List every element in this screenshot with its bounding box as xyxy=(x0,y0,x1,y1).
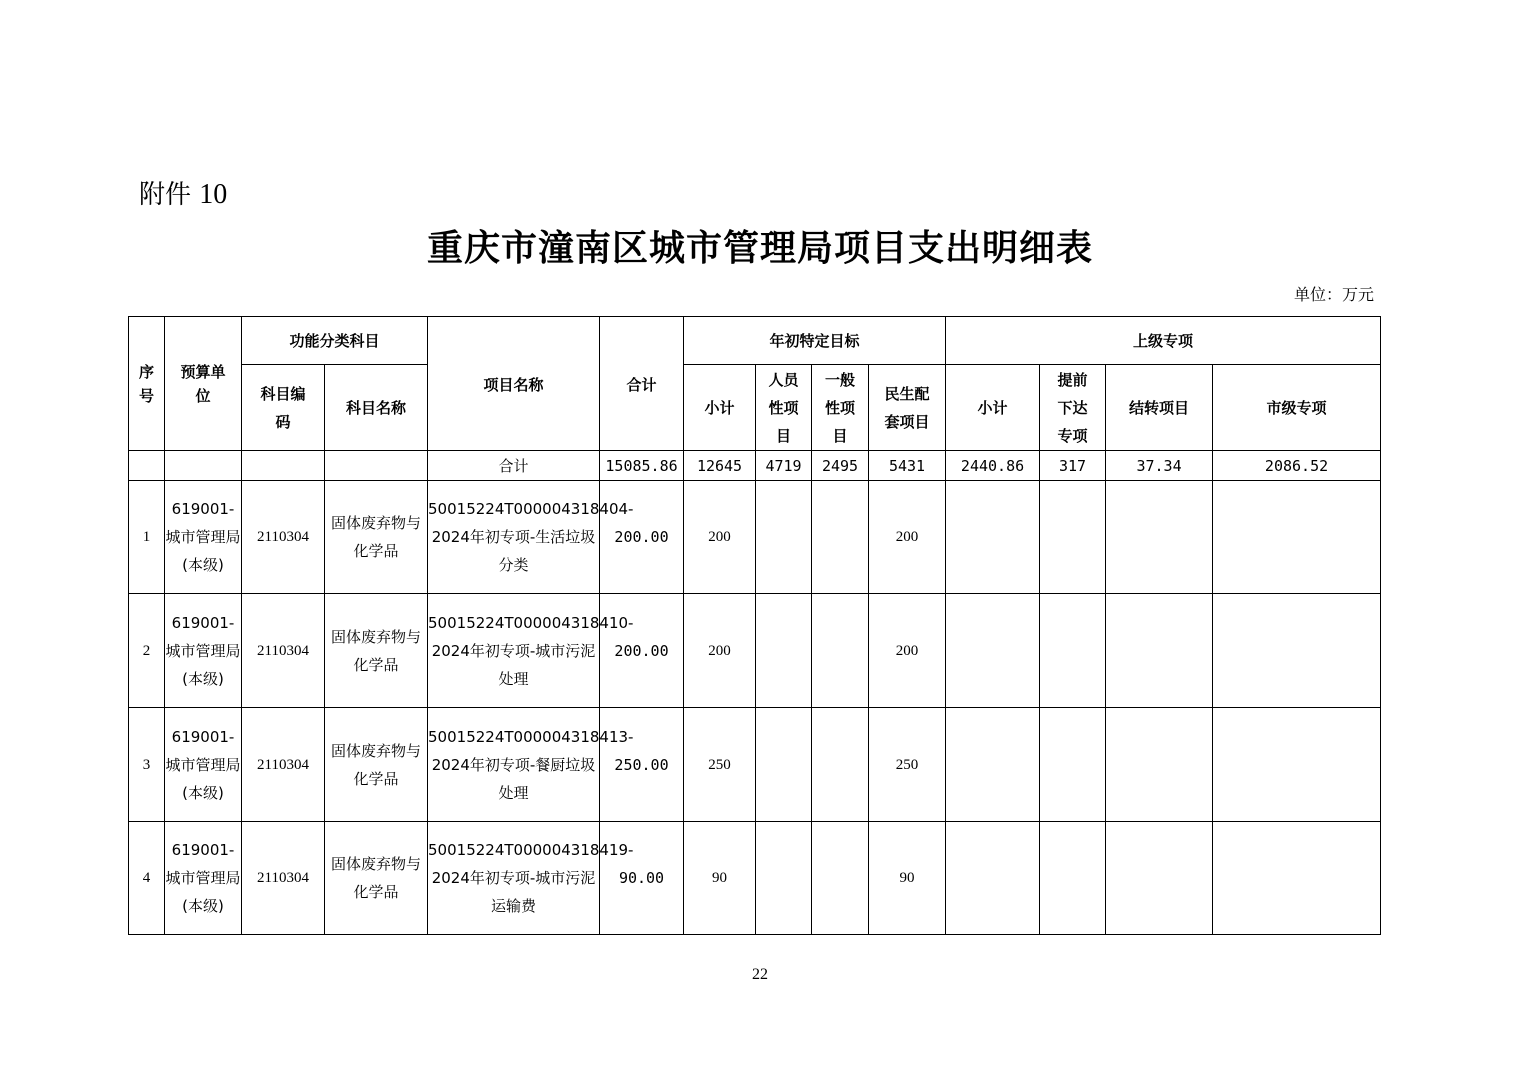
header-annual-target: 年初特定目标 xyxy=(684,317,946,365)
row-sp-municipal xyxy=(1213,481,1381,594)
totals-label: 合计 xyxy=(428,451,600,481)
totals-sp-carryover: 37.34 xyxy=(1106,451,1213,481)
row-sp-advance xyxy=(1040,708,1106,822)
header-seq-text: 序号 xyxy=(138,362,154,405)
row-sp-subtotal xyxy=(946,594,1040,708)
row-project-name: 50015224T000004318410-2024年初专项-城市污泥处理 xyxy=(428,594,600,708)
header-func-class: 功能分类科目 xyxy=(242,317,428,365)
row-subject-code: 2110304 xyxy=(242,822,325,935)
attachment-label-text: 附件 xyxy=(139,180,192,210)
header-superior: 上级专项 xyxy=(946,317,1381,365)
row-seq: 4 xyxy=(129,822,165,935)
expenditure-table xyxy=(128,316,1381,935)
row-total: 250.00 xyxy=(600,708,684,822)
row-seq: 2 xyxy=(129,594,165,708)
row-sp-municipal xyxy=(1213,594,1381,708)
row-sp-municipal xyxy=(1213,708,1381,822)
row-subject-code: 2110304 xyxy=(242,481,325,594)
totals-sp-advance: 317 xyxy=(1040,451,1106,481)
row-sp-carryover xyxy=(1106,822,1213,935)
row-total: 200.00 xyxy=(600,594,684,708)
totals-seq xyxy=(129,451,165,481)
table-row xyxy=(129,594,1381,708)
row-at-subtotal: 90 xyxy=(684,822,756,935)
row-at-general xyxy=(812,594,869,708)
header-at-personnel xyxy=(756,365,812,451)
row-subject-code: 2110304 xyxy=(242,708,325,822)
row-sp-carryover xyxy=(1106,594,1213,708)
header-subject-code xyxy=(242,365,325,451)
row-at-livelihood: 200 xyxy=(869,481,946,594)
header-subject-name: 科目名称 xyxy=(325,365,428,451)
header-row-2 xyxy=(129,365,1381,451)
row-total: 200.00 xyxy=(600,481,684,594)
header-project-name: 项目名称 xyxy=(428,317,600,451)
row-subject-name: 固体废弃物与化学品 xyxy=(325,594,428,708)
header-total: 合计 xyxy=(600,317,684,451)
row-sp-subtotal xyxy=(946,822,1040,935)
row-subject-name: 固体废弃物与化学品 xyxy=(325,822,428,935)
row-at-subtotal: 250 xyxy=(684,708,756,822)
row-at-personnel xyxy=(756,822,812,935)
table-row xyxy=(129,708,1381,822)
row-at-livelihood: 250 xyxy=(869,708,946,822)
row-sp-advance xyxy=(1040,481,1106,594)
attachment-label xyxy=(139,174,227,211)
totals-at-subtotal: 12645 xyxy=(684,451,756,481)
row-sp-subtotal xyxy=(946,708,1040,822)
header-at-personnel-text: 人员性项目 xyxy=(768,370,799,445)
row-at-personnel xyxy=(756,594,812,708)
row-seq: 3 xyxy=(129,708,165,822)
totals-subject xyxy=(325,451,428,481)
table-row xyxy=(129,481,1381,594)
header-sp-carryover: 结转项目 xyxy=(1106,365,1213,451)
totals-at-personnel: 4719 xyxy=(756,451,812,481)
totals-sp-subtotal: 2440.86 xyxy=(946,451,1040,481)
row-at-livelihood: 90 xyxy=(869,822,946,935)
header-row-1 xyxy=(129,317,1381,365)
row-at-general xyxy=(812,708,869,822)
row-budget-unit: 619001-城市管理局(本级) xyxy=(165,594,242,708)
table-row xyxy=(129,822,1381,935)
row-budget-unit: 619001-城市管理局(本级) xyxy=(165,822,242,935)
row-budget-unit: 619001-城市管理局(本级) xyxy=(165,708,242,822)
totals-at-livelihood: 5431 xyxy=(869,451,946,481)
totals-at-general: 2495 xyxy=(812,451,869,481)
header-at-livelihood xyxy=(869,365,946,451)
row-sp-municipal xyxy=(1213,822,1381,935)
header-at-livelihood-text: 民生配套项目 xyxy=(884,384,930,431)
row-project-name: 50015224T000004318419-2024年初专项-城市污泥运输费 xyxy=(428,822,600,935)
row-sp-advance xyxy=(1040,594,1106,708)
row-sp-subtotal xyxy=(946,481,1040,594)
attachment-number: 10 xyxy=(199,179,228,210)
row-at-general xyxy=(812,822,869,935)
totals-row xyxy=(129,451,1381,481)
row-sp-carryover xyxy=(1106,481,1213,594)
unit-label: 单位：万元 xyxy=(1293,285,1374,304)
totals-sp-municipal: 2086.52 xyxy=(1213,451,1381,481)
header-at-subtotal: 小计 xyxy=(684,365,756,451)
row-seq: 1 xyxy=(129,481,165,594)
header-sp-municipal: 市级专项 xyxy=(1213,365,1381,451)
totals-unit xyxy=(165,451,242,481)
row-at-subtotal: 200 xyxy=(684,481,756,594)
row-subject-name: 固体废弃物与化学品 xyxy=(325,481,428,594)
header-at-general xyxy=(812,365,869,451)
row-at-general xyxy=(812,481,869,594)
row-sp-advance xyxy=(1040,822,1106,935)
header-sp-subtotal: 小计 xyxy=(946,365,1040,451)
row-at-personnel xyxy=(756,481,812,594)
row-at-livelihood: 200 xyxy=(869,594,946,708)
header-budget-unit-text: 预算单位 xyxy=(180,362,226,405)
page-title: 重庆市潼南区城市管理局项目支出明细表 xyxy=(426,228,1093,269)
row-budget-unit: 619001-城市管理局(本级) xyxy=(165,481,242,594)
row-at-personnel xyxy=(756,708,812,822)
row-total: 90.00 xyxy=(600,822,684,935)
header-budget-unit xyxy=(165,317,242,451)
row-subject-code: 2110304 xyxy=(242,594,325,708)
row-project-name: 50015224T000004318413-2024年初专项-餐厨垃圾处理 xyxy=(428,708,600,822)
row-sp-carryover xyxy=(1106,708,1213,822)
header-seq xyxy=(129,317,165,451)
header-sp-advance-text: 提前下达专项 xyxy=(1057,370,1088,445)
row-at-subtotal: 200 xyxy=(684,594,756,708)
row-subject-name: 固体废弃物与化学品 xyxy=(325,708,428,822)
totals-code xyxy=(242,451,325,481)
page-number: 22 xyxy=(752,966,768,983)
totals-total: 15085.86 xyxy=(600,451,684,481)
row-project-name: 50015224T000004318404-2024年初专项-生活垃圾分类 xyxy=(428,481,600,594)
header-sp-advance xyxy=(1040,365,1106,451)
header-subject-code-text: 科目编码 xyxy=(260,384,306,431)
header-at-general-text: 一般性项目 xyxy=(825,370,856,445)
